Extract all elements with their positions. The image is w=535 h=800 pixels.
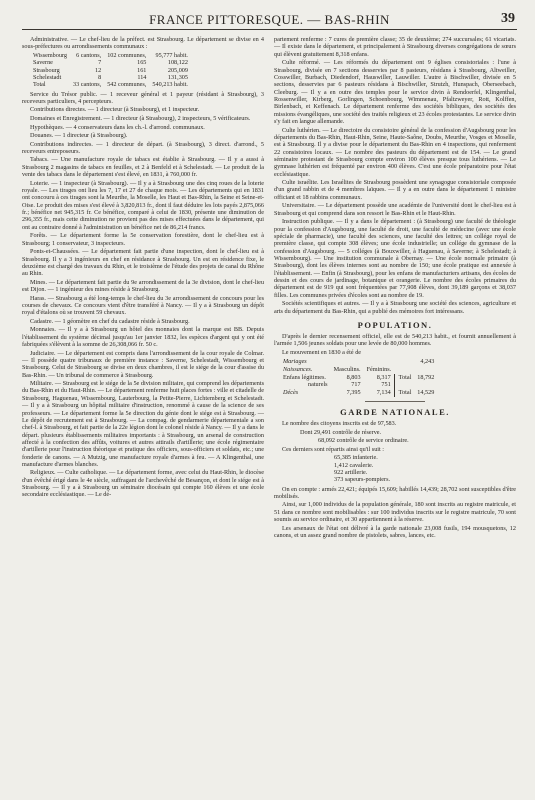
page-header — [22, 10, 517, 30]
naturels-masculins: 717 — [351, 381, 361, 389]
deces-total: 14,529 — [417, 389, 435, 397]
douanes-paragraph: Douanes. — 1 directeur (à Strasbourg). — [30, 132, 128, 140]
naissances-total-label: Total — [394, 374, 414, 382]
legitimes-feminins: 8,317 — [376, 373, 391, 381]
monnaies-paragraph: Monnaies. — Il y a à Strasbourg un hôtel des monnaies dont la marque est BB. Depuis l'établissement du système décimal jusqu'au 1er janvier 1832, les espèces d'argent qui y ont été fabriquées s'élèvent à la somme de 26,308,066 fr. 50 c. — [22, 326, 264, 349]
universitaire-paragraph: Universitaire. — Le département possède une académie de l'université dont le chef-lieu est à Strasbourg et qui comprend dans son ressort le Bas-Rhin et le Haut-Rhin. — [274, 202, 516, 217]
garde-arsenaux-paragraph: Les arsenaux de l'état ont délivré à la garde nationale 23,008 fusils, 194 mousquetons, 12 canons, et un assez grand nombre de pistolets, sabres, lances, etc. — [274, 524, 516, 539]
garde-repartition-list — [334, 454, 516, 483]
religieux-paragraph: Religieux. — Culte catholique. — Le département forme, avec celui du Haut-Rhin, le diocèse d'un évêché érigé dans le 4e siècle, suffragant de l'archevêché de Besançon, et dont le siége est à Strasbourg. — Il y a à Strasbourg un séminaire diocésain qui compte 160 élèves et une école secondaire ecclésiastique. — Le dé- — [22, 469, 264, 499]
arrondissement-cell: 12 — [95, 66, 102, 74]
instruction-publique-paragraph: Instruction publique. — Il y a dans le département : (à Strasbourg) une faculté de théologie pour la confession d'Augsbourg, une faculté de droit, une faculté de médecine (avec une école spéciale de pharmacie), une faculté des sciences, une faculté des lettres; un collége royal de première classe, qui compte 308 élèves; une école industrielle; un collége du gymnase de la confession d'Augsbourg. — 5 colléges (à Bouxwiller, à Haguenau, à Saverne; à Schelestadt; à Wissembourg). — Une institution communale à Obernay. — Une école normale primaire (à Strasbourg), dont les élèves internes sont au nombre de 150; une école pratique est annexée à l'établissement. — Enfin (à Strasbourg), pour les enfans de manufacturiers artisans, des écoles de dessin et des cours de jardinage, botanique et orangerie. Le nombre des écoles primaires du département est de 919 qui sont fréquentées par 77,908 élèves, dont 39,189 garçons et 38,037 filles. Les communes privées d'écoles sont au nombre de 19. — [274, 218, 516, 299]
arrondissement-cell: 95,777 habit. — [155, 51, 188, 59]
population-intro: D'après le dernier recensement officiel, elle est de 540,213 habit., et fournit annuellement à l'armée 1,506 jeunes soldats pour une levée de 80,000 hommes. — [274, 332, 516, 348]
cadastre-paragraph: Cadastre. — 1 géomètre en chef du cadastre réside à Strasbourg. — [30, 317, 190, 325]
arrondissement-cell: 108,122 — [167, 59, 188, 67]
mouvement-line: Le mouvement en 1830 a été de — [282, 348, 362, 356]
deces-feminins: 7,134 — [376, 389, 391, 397]
arrondissement-cell: 540,213 habit. — [152, 81, 188, 89]
naissances-label: Naissances. — [283, 365, 313, 373]
tresor-paragraph: Service du Trésor public. — 1 receveur général et 1 payeur (résidant à Strasbourg), 3 receveurs particuliers, 4 percepteurs. — [22, 90, 264, 105]
garde-inscrits: Le nombre des citoyens inscrits est de 97,583. — [282, 420, 397, 428]
mariages-label: Mariages — [283, 358, 307, 366]
garde-repartition-item: 922 artillerie. — [334, 468, 368, 476]
arrondissement-row — [30, 52, 191, 59]
arrondissement-name: Saverne — [33, 59, 53, 67]
arrondissement-row — [30, 59, 191, 66]
enfants-legitimes-label: Enfans légitimes. — [283, 373, 326, 381]
judiciaire-paragraph: Judiciaire. — Le département est compris dans l'arrondissement de la cour royale de Colmar. — Il possède quatre tribunaux de première instance : Saverne, Schelestadt, Wissembourg et Strasbourg. Celui de Strasbourg se divise en deux chambres, il est le siége de la cour d'assise du Bas-Rhin. — Un tribunal de commerce à Strasbourg. — [22, 349, 264, 379]
arrondissement-name: Strasbourg — [33, 66, 60, 74]
culte-israelite-paragraph: Culte israélite. Les Israélites de Strasbourg possèdent une synagogue consistoriale composée d'un grand rabbin et de 4 membres laïques. — Il y a en outre dans le département 1 ministre officiant et 18 rabbins communaux. — [274, 179, 516, 201]
garde-repartition-intro: Ces derniers sont répartis ainsi qu'il suit : — [282, 445, 384, 453]
arrondissement-name: Total — [33, 81, 46, 89]
arrondissement-cell: 165 — [137, 59, 147, 67]
naturels-label: naturels — [308, 381, 328, 389]
hypotheques-paragraph: Hypothèques. — 4 conservateurs dans les ch.-l. d'arrond. communaux. — [30, 123, 205, 131]
arrondissement-cell: 542 communes, — [107, 81, 147, 89]
arrondissement-name: Schelestadt — [33, 73, 62, 81]
administrative-paragraph: Administrative. — Le chef-lieu de la préfect. est Strasbourg. Le département se divise en 4 sous-préfectures ou arrondissements communaux : — [22, 36, 264, 51]
deces-masculins: 7,395 — [346, 389, 361, 397]
arrondissement-cell: 8 — [98, 73, 102, 81]
haras-paragraph: Haras. — Strasbourg a été long-temps le chef-lieu du 3e arrondissement de concours pour les courses de chevaux. Ce concours vient d'être transféré à Nancy. — Il y a à Strasbourg un dépôt royal d'étalons où se trouvent 59 chevaux. — [22, 294, 264, 317]
forets-paragraph: Forêts. — Le département forme la 5e conservation forestière, dont le chef-lieu est à Strasbourg; 1 conservateur, 3 inspecteurs. — [22, 232, 264, 247]
contributions-indirectes-paragraph: Contributions indirectes. — 1 directeur de départ. (à Strasbourg), 3 direct. d'arrond., 5 receveurs entreposeurs. — [22, 140, 264, 155]
naturels-row — [280, 381, 437, 389]
running-title: FRANCE PITTORESQUE. — BAS-RHIN — [149, 12, 390, 27]
arrondissement-cell: 205,009 — [167, 66, 188, 74]
arrondissement-row — [30, 74, 191, 81]
naissances-total: 18,792 — [417, 373, 435, 381]
masculins-header: Masculins. — [333, 365, 361, 373]
population-header-row — [280, 366, 437, 374]
naturels-feminins: 751 — [381, 381, 391, 389]
arrondissement-cell: 6 cantons, — [76, 51, 102, 59]
arrondissement-cell: 33 cantons, — [73, 81, 102, 89]
enfants-legitimes-row — [280, 374, 437, 382]
arrondissements-total-row — [30, 81, 191, 88]
garde-repartition-item: 65,385 infanterie. — [334, 454, 378, 462]
page-number: 39 — [501, 11, 515, 26]
militaire-paragraph: Militaire. — Strasbourg est le siége de la 5e division militaire, qui comprend les départements du Bas-Rhin et du Haut-Rhin. — Le département renferme huit places fortes : ville et citadelle de Strasbourg, Haguenau, Wissembourg, Lauterbourg, la Petite-Pierre, Lichtemberg et Schelestadt. — Il y a à Strasbourg un hôpital militaire d'instruction, renommé à cause de la science de ses professeurs. — Le département forme la 5e direction du génie dont le siége est à Strasbourg. — Le dépôt de recrutement est à Strasbourg. — La compag. de gendarmerie départementale a son chef-l. à Strasbourg, et fait partie de la 22e légion dont le colonel réside à Nancy. — Il y a dans le départ. plusieurs établissements militaires importants : à Strasbourg, un arsenal de construction affecté à la confection des affûts, voitures et autres attirails d'artillerie; une école régimentaire d'artillerie pour l'instruction théorique et pratique des officiers, sous-officiers et soldats, etc.; une fonderie de canons. — A Mutzig, une manufacture royale d'armes à feu. — A Klingenthal, une manufacture d'armes blanches. — [22, 380, 264, 468]
deces-label: Décès — [283, 389, 299, 397]
deces-total-label: Total — [394, 389, 414, 397]
arrondissement-cell: 131,305 — [167, 73, 188, 81]
mines-paragraph: Mines. — Le département fait partie du 9e arrondissement de la 3e division, dont le chef-lieu est Dijon. — 1 ingénieur des mines réside à Strasbourg. — [22, 278, 264, 294]
population-table — [280, 358, 437, 397]
culte-lutherien-paragraph: Culte luthérien. — Le directoire du consistoire général de la confession d'Augsbourg pour les départements du Bas-Rhin, Haut-Rhin, Seine, Haute-Saône, Doubs, Meurthe, Vosges et Moselle, est à Strasbourg. Il y a divise pour le département du Bas-Rhin en 4 inspections, qui renferment 22 consistoires locaux. — Le nombre des pasteurs du département est de 154. — Le grand séminaire protestant de Strasbourg compte environ 100 élèves presque tous luthériens. — Le gymnase luthérien est fréquenté par environ 400 élèves. C'est une école préparatoire pour l'état ecclésiastique. — [274, 126, 516, 178]
garde-repartition-item: 373 sapeurs-pompiers. — [334, 476, 391, 484]
arrondissement-cell: 102 communes, — [107, 51, 147, 59]
ponts-chaussees-paragraph: Ponts-et-Chaussées. — Le département fait partie d'une inspection, dont le chef-lieu est à Strasbourg. Il y a 3 ingénieurs en chef en résidance à Strasbourg. Un est en résidence fixe, le deuxième est chargé des travaux du Rhin, et le troisième de l'étude des projets de canal du Rhône au Rhin. — [22, 248, 264, 278]
feminins-header: Féminins. — [366, 365, 392, 373]
contributions-directes-paragraph: Contributions directes. — 1 directeur (à Strasbourg), et 1 inspecteur. — [30, 106, 200, 114]
arrondissement-name: Wissembourg — [33, 51, 68, 59]
garde-proportion-paragraph: Ainsi, sur 1,000 individus de la population générale, 180 sont inscrits au registre matricule, et 51 dans ce nombre sont mobilisables : sur 100 individus inscrits sur le registre matricule, 70 sont soumis au service ordinaire, et 30 appartiennent à la réserve. — [274, 501, 516, 524]
arrondissement-cell: 114 — [137, 73, 147, 81]
societes-paragraph: Sociétés scientifiques et autres. — Il y a à Strasbourg une société des sciences, agriculture et arts du département du Bas-Rhin, qui a publié des mémoires fort intéressans. — [274, 300, 516, 315]
garde-reserve: Dont 29,491 contrôle de réserve. — [300, 428, 382, 436]
text-columns — [22, 36, 517, 788]
right-column — [274, 36, 516, 788]
tabacs-paragraph: Tabacs. — Une manufacture royale de tabacs est établie à Strasbourg. — Il y a aussi à Strasbourg 2 magasins de tabacs en feuilles, et 2 à Benfeld et à Schelestadt. — Le produit de la vente des tabacs dans le département s'est élevé, en 1831, à 760,000 fr. — [22, 156, 264, 179]
mariages-row — [280, 358, 437, 366]
population-heading: POPULATION. — [357, 319, 433, 330]
legitimes-masculins: 8,803 — [346, 373, 361, 381]
garde-armes-paragraph: On en compte : armés 22,421; équipés 15,609; habillés 14,439; 28,702 sont susceptibles d'être mobilisés. — [274, 485, 516, 500]
loterie-paragraph: Loterie. — 1 inspecteur (à Strasbourg). — Il y a à Strasbourg une des cinq roues de la loterie royale. — Les tirages ont lieu les 7, 17 et 27 de chaque mois. — Les départements qui en 1831 ont concouru à ces tirages sont la Meurthe, la Moselle, les Haut et Bas-Rhin, la Seine et Seine-et-Oise. Le produit des mises s'est élevé à 3,820,813 fr., dont il faut déduire les lots payés 2,875,066 fr.; bénéfice net 945,315 fr. Ce bénéfice, comparé à celui de 1830, présente une diminution de 296,355 fr., mais cette diminution ne provient pas des mises effectuées dans le département, qui ont au contraire donné à l'administration un bénéfice net de 86,214 francs. — [22, 179, 264, 231]
left-column — [22, 36, 264, 788]
arrondissement-cell: 7 — [98, 59, 102, 67]
domaines-paragraph: Domaines et Enregistrement. — 1 directeur (à Strasbourg), 2 inspecteurs, 5 vérificateurs. — [30, 115, 251, 122]
arrondissement-cell: 161 — [137, 66, 147, 74]
section-divider — [365, 401, 425, 402]
garde-repartition-item: 1,412 cavalerie. — [334, 461, 374, 469]
arrondissement-row — [30, 67, 191, 74]
catholique-continued-paragraph: partement renferme : 7 cures de première classe; 35 de deuxième; 274 succursales; 61 vicariats. — Il existe dans le département, et principalement à Strasbourg diverses congrégations de sœurs qui élèvent gratuitement 8,318 enfans. — [274, 36, 516, 58]
garde-service-ordinaire: 68,092 contrôle de service ordinaire. — [318, 437, 409, 445]
culte-reforme-paragraph: Culte réformé. — Les réformés du département ont 9 églises consistoriales : l'une à Strasbourg, divisée en 7 sections desservies par 8 pasteurs, résidans à Strasbourg, Altweiller, Cosswiller, Burbach, Diedendorf, Hauswiller, Lauwiller. L'autre à Bischwiller, divisée en 5 sections, desservies par 6 pasteurs résidans à Bischwiller, Strutzh, Hunspach, Oberseebach, Cleeburg. — Il y a en outre des temples pour le service divin à Rendoerfel, Klingenthal, Rossenwiller, Kirberg, Gorlingen, Schoenbourg, Wimmenau, Pfaltzweyer, Rott, Kolffen, Birlenbach, et Keffenach. Le département renferme des sociétés bibliques, des sociétés des missions évangéliques, une société des traités religieux et 23 écoles protestantes. Le service divin s'y fait en langue allemande. — [274, 59, 516, 125]
deces-row — [280, 389, 437, 397]
arrondissements-table — [30, 52, 191, 89]
garde-nationale-heading: GARDE NATIONALE. — [340, 407, 450, 418]
mariages-value: 4,243 — [420, 358, 435, 366]
